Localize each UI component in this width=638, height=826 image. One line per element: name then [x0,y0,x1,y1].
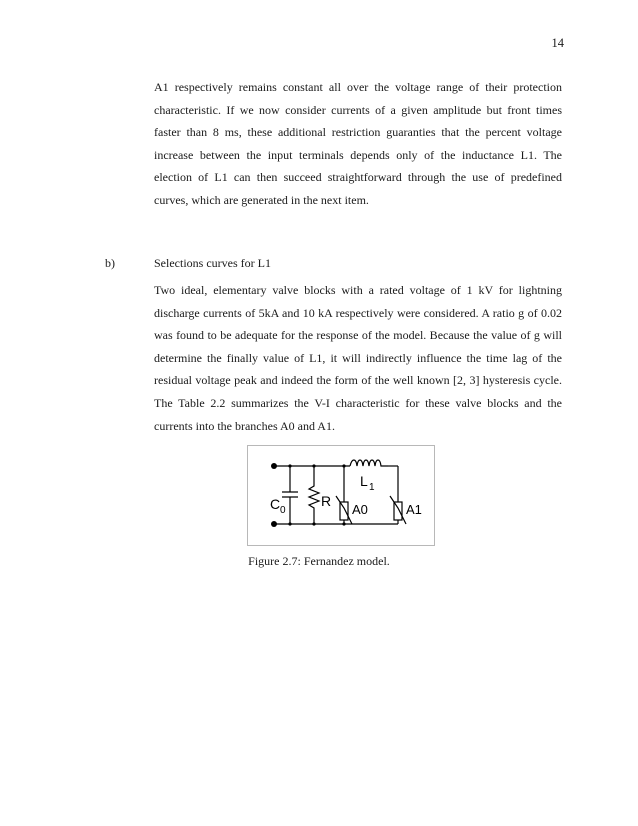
l1-label: L [360,473,368,489]
circuit-figure [247,445,435,546]
body-paragraph-2: Two ideal, elementary valve blocks with a rated voltage of 1 kV for lightning discharge currents of 5kA and 10 kA respectively were considered. A ratio g of 0.02 was found to be adequate for the response of the model. Because the value of g will determine the finally value of L1, it will indirectly influence the time lag of the residual voltage peak and indeed the form of the well known [2, 3] hysteresis cycle. The Table 2.2 summarizes the V-I characteristic for these valve blocks and the currents into the branches A0 and A1. [154,283,562,433]
node-c0-bottom [288,522,291,525]
resistor-symbol [309,466,319,524]
a0-label: A0 [352,502,368,517]
c0-subscript: 0 [280,505,286,516]
node-a0-top [342,464,345,467]
c0-label: C [270,496,281,512]
node-a0-bottom [342,522,345,525]
section-title: Selections curves for L1 [154,256,271,270]
page-number: 14 [551,36,564,50]
section-label: b) [105,256,115,270]
l1-subscript: 1 [369,482,375,493]
a1-label: A1 [406,502,422,517]
terminal-bottom [271,521,277,527]
node-c0-top [288,464,291,467]
figure-caption: Figure 2.7: Fernandez model. [248,554,390,568]
fernandez-circuit-diagram [248,446,434,545]
inductor-symbol [350,460,388,466]
body-paragraph-1: A1 respectively remains constant all over the voltage range of their protection characteristic. If we now consider currents of a given amplitude but front times faster than 8 ms, these additional restriction guaranties that the percent voltage increase between the input terminals depends only of the inductance L1. The election of L1 can then succeed straightforward through the use of predefined curves, which are generated in the next item. [154,80,562,207]
node-r-bottom [312,522,315,525]
terminal-top [271,463,277,469]
r-label: R [321,493,332,509]
node-r-top [312,464,315,467]
